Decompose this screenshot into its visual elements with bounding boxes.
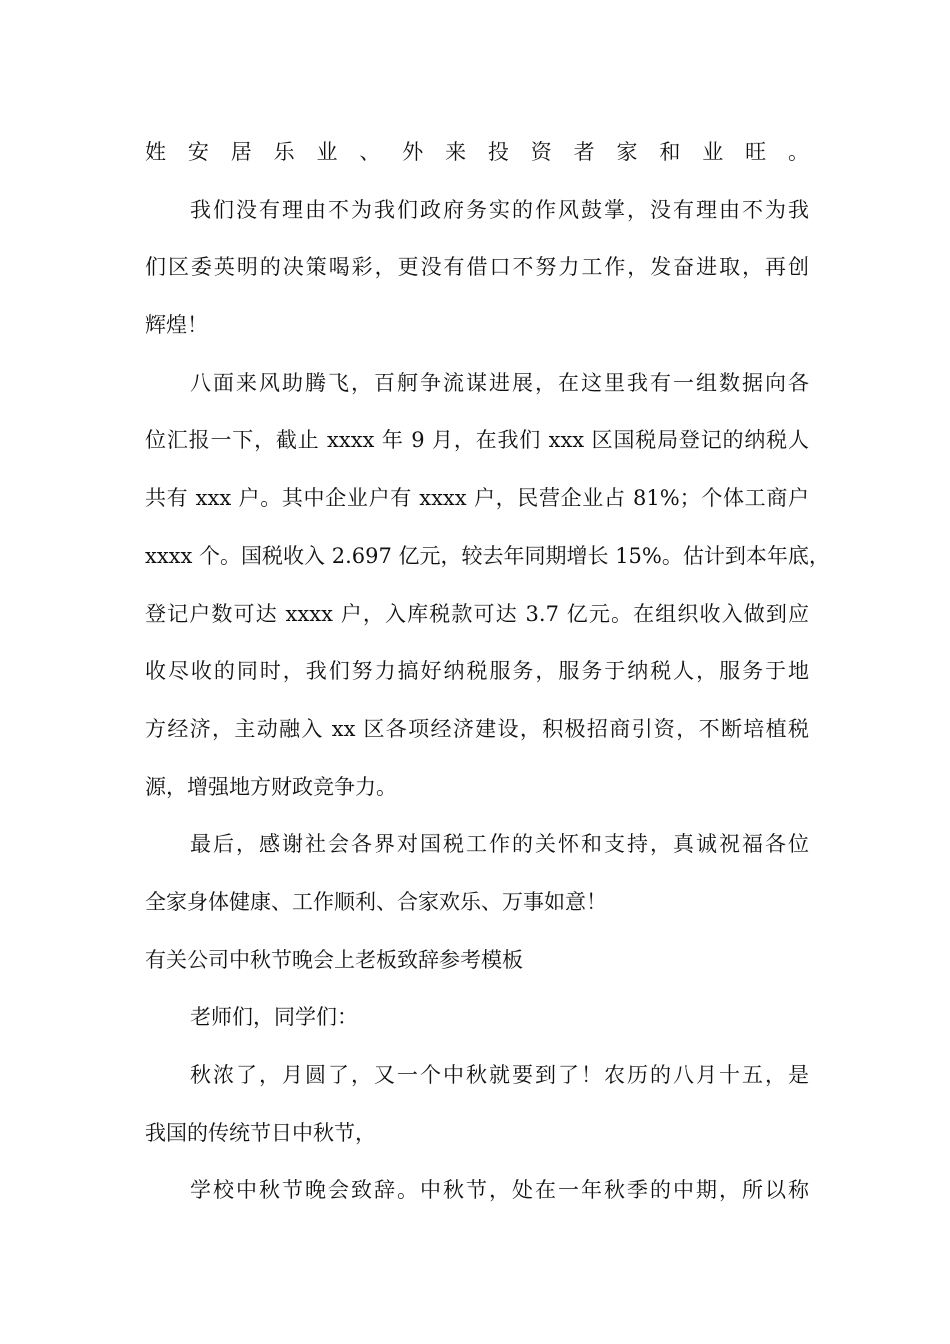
text-line: 我国的传统节日中秋节，	[145, 1120, 376, 1145]
paragraph-start-line: 最后，感谢社会各界对国税工作的关怀和支持，真诚祝福各位	[190, 832, 809, 857]
text-line: 姓安居乐业、外来投资者家和业旺。	[145, 140, 809, 164]
document-body	[145, 124, 830, 1220]
text-line: 收尽收的同时，我们努力搞好纳税服务，服务于纳税人，服务于地	[145, 659, 809, 684]
paragraph-start-line: 学校中秋节晚会致辞。中秋节，处在一年秋季的中期，所以称	[190, 1178, 809, 1203]
text-line: xxxx 个。国税收入 2.697 亿元，较去年同期增长 15%。估计到本年底，	[145, 543, 830, 568]
text-line: 辉煌！	[145, 313, 208, 338]
text-line: 共有 xxx 户。其中企业户有 xxxx 户，民营企业占 81%；个体工商户	[145, 486, 809, 511]
section-heading: 有关公司中秋节晚会上老板致辞参考模板	[145, 947, 523, 972]
text-line: 全家身体健康、工作顺利、合家欢乐、万事如意！	[145, 889, 607, 914]
text-line: 位汇报一下，截止 xxxx 年 9 月，在我们 xxx 区国税局登记的纳税人	[145, 428, 809, 453]
text-line: 们区委英明的决策喝彩，更没有借口不努力工作，发奋进取，再创	[145, 255, 809, 280]
paragraph-start-line: 我们没有理由不为我们政府务实的作风鼓掌，没有理由不为我	[190, 197, 809, 222]
salutation-line: 老师们，同学们：	[190, 1005, 358, 1030]
text-line: 源，增强地方财政竞争力。	[145, 774, 397, 799]
paragraph-start-line: 秋浓了，月圆了，又一个中秋就要到了！农历的八月十五，是	[190, 1063, 809, 1087]
paragraph-start-line: 八面来风助腾飞，百舸争流谋进展，在这里我有一组数据向各	[190, 370, 809, 395]
text-line: 登记户数可达 xxxx 户，入库税款可达 3.7 亿元。在组织收入做到应	[145, 601, 809, 626]
text-line: 方经济，主动融入 xx 区各项经济建设，积极招商引资，不断培植税	[145, 716, 809, 741]
